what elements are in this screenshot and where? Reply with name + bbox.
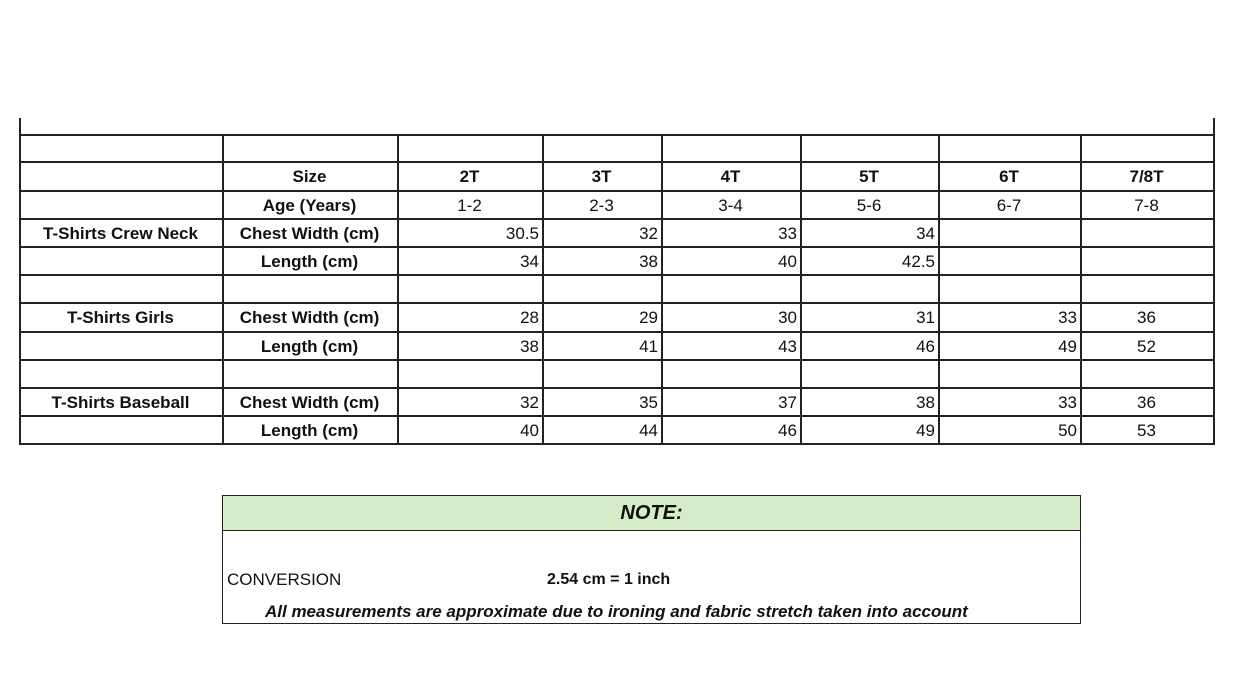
size-header-3T: 3T: [591, 167, 612, 186]
measurement-label: Length (cm): [260, 336, 359, 356]
conversion-label: CONVERSION: [227, 570, 342, 589]
measurement-label: Chest Width (cm): [239, 308, 380, 327]
size-header-4T: 4T: [720, 167, 741, 186]
product-group-name: T-Shirts Girls: [67, 308, 174, 327]
measurement-value: 52: [1137, 336, 1156, 356]
measurement-value: 30.5: [505, 223, 539, 243]
age-value: 3-4: [718, 195, 743, 215]
size-header-6T: 6T: [999, 167, 1019, 186]
measurement-value: 38: [520, 336, 539, 356]
product-group-name: T-Shirts Crew Neck: [43, 223, 198, 243]
measurement-value: [938, 219, 1080, 247]
measurement-value: 46: [778, 420, 797, 440]
measurement-value: 28: [520, 308, 539, 327]
note-box: [222, 495, 1081, 624]
measurement-value: 29: [639, 308, 658, 327]
measurement-value: 41: [639, 336, 658, 356]
measurement-value: 36: [1137, 308, 1156, 327]
conversion-value: 2.54 cm = 1 inch: [547, 571, 671, 588]
measurement-value: 34: [520, 251, 539, 271]
measurement-value: 50: [1058, 420, 1077, 440]
measurement-label: Chest Width (cm): [239, 392, 380, 412]
grid-hline: [19, 134, 1215, 136]
measurement-value: 36: [1137, 392, 1156, 412]
measurement-value: 46: [916, 336, 935, 356]
measurement-value: 33: [778, 223, 797, 243]
measurement-value: 40: [520, 420, 539, 440]
measurement-value: 40: [778, 251, 797, 271]
measurement-value: 32: [639, 223, 658, 243]
measurement-label: Chest Width (cm): [239, 223, 380, 243]
measurement-value: 31: [916, 308, 935, 327]
measurement-value: 34: [916, 223, 935, 243]
measurement-value: [938, 247, 1080, 275]
measurement-value: 53: [1137, 420, 1156, 440]
measurement-value: 35: [639, 392, 658, 412]
measurement-value: 32: [520, 392, 539, 412]
measurement-value: 30: [778, 308, 797, 327]
measurement-value: [1080, 247, 1213, 275]
size-header-label: Size: [292, 167, 327, 186]
size-header-2T: 2T: [459, 167, 480, 186]
measurement-label: Length (cm): [260, 420, 359, 440]
size-header-5T: 5T: [859, 167, 879, 186]
grid-edge-left: [19, 118, 21, 134]
measurement-value: 49: [916, 420, 935, 440]
age-value: 6-7: [996, 195, 1022, 215]
measurement-label: Length (cm): [260, 251, 359, 271]
measurement-value: 37: [778, 392, 797, 412]
product-group-name: T-Shirts Baseball: [51, 392, 190, 412]
age-value: 1-2: [457, 195, 482, 215]
measurement-value: [1080, 219, 1213, 247]
note-title: NOTE:: [223, 496, 1080, 531]
size-header-7/8T: 7/8T: [1129, 167, 1164, 186]
measurement-value: 44: [639, 420, 658, 440]
disclaimer-text: All measurements are approximate due to ironing and fabric stretch taken into account: [265, 602, 968, 621]
measurement-value: 49: [1058, 336, 1077, 356]
age-value: 5-6: [856, 195, 882, 215]
age-value: 2-3: [589, 195, 614, 215]
measurement-value: 38: [916, 392, 935, 412]
age-value: 7-8: [1134, 195, 1159, 215]
measurement-value: 38: [639, 251, 658, 271]
measurement-value: 33: [1058, 308, 1077, 327]
measurement-value: 33: [1058, 392, 1077, 412]
measurement-value: 43: [778, 336, 797, 356]
measurement-value: 42.5: [901, 251, 935, 271]
grid-vline: [1213, 134, 1215, 445]
grid-edge-right: [1213, 118, 1215, 134]
age-label: Age (Years): [262, 195, 357, 215]
